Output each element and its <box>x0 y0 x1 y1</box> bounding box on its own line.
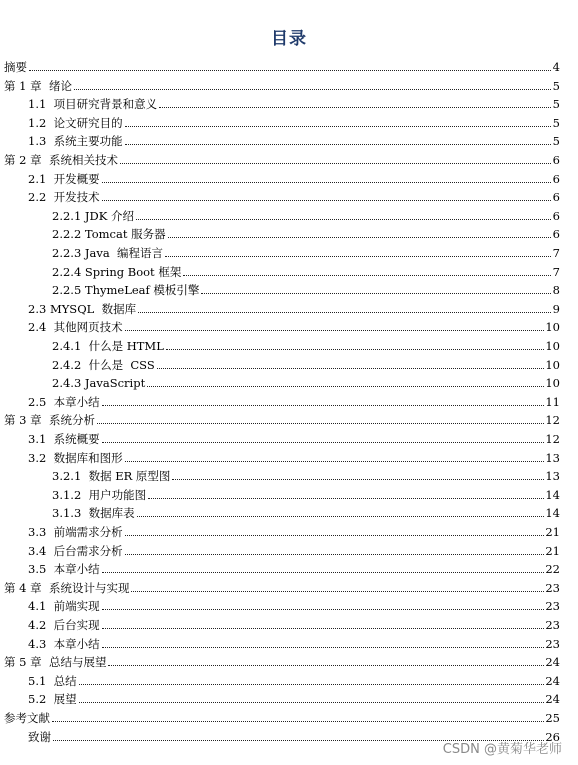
toc-entry[interactable] <box>28 540 560 558</box>
toc-entry-page-number: 13 <box>545 469 560 484</box>
toc-entry-page-number: 14 <box>545 487 560 502</box>
toc-entry[interactable] <box>4 651 560 669</box>
toc-entry-page-number: 23 <box>545 599 560 614</box>
dot-leader <box>79 684 545 685</box>
dot-leader <box>102 182 551 183</box>
toc-entry-page-number: 6 <box>552 190 560 205</box>
toc-title: 目录 <box>271 29 307 49</box>
watermark: CSDN @黄菊华老师 <box>442 742 562 757</box>
toc-entry-label: 4.1 前端实现 <box>28 599 100 614</box>
dot-leader <box>136 219 551 220</box>
dot-leader <box>125 535 545 536</box>
toc-entry[interactable] <box>28 316 560 334</box>
dot-leader <box>97 423 544 424</box>
dot-leader <box>148 498 544 499</box>
toc-entry-label: 第 5 章 总结与展望 <box>4 655 107 670</box>
toc-entry[interactable] <box>52 335 560 353</box>
toc-entry-page-number: 6 <box>552 208 560 223</box>
toc-entry-page-number: 5 <box>552 115 560 130</box>
toc-entry-page-number: 5 <box>552 97 560 112</box>
toc-entry[interactable] <box>28 391 560 409</box>
toc-entry[interactable] <box>28 298 560 316</box>
toc-entry-label: 3.1.2 用户功能图 <box>52 487 147 502</box>
toc-entry[interactable] <box>28 688 560 706</box>
toc-entry-label: 2.2.1 JDK 介绍 <box>52 208 134 223</box>
toc-entry-page-number: 23 <box>545 636 560 651</box>
toc-entry-label: 2.1 开发概要 <box>28 171 100 186</box>
dot-leader <box>168 237 551 238</box>
toc-entry-label: 2.2.4 Spring Boot 框架 <box>52 264 182 279</box>
toc-entry[interactable] <box>28 558 560 576</box>
toc-entry-page-number: 23 <box>545 580 560 595</box>
dot-leader <box>79 702 545 703</box>
toc-entry-label: 5.2 展望 <box>28 692 77 707</box>
toc-entry[interactable] <box>4 56 560 74</box>
toc-entry-label: 致谢 <box>28 729 51 744</box>
toc-entry-label: 3.4 后台需求分析 <box>28 543 123 558</box>
toc-entry-page-number: 8 <box>552 283 560 298</box>
toc-entry[interactable] <box>28 447 560 465</box>
toc-entry-page-number: 6 <box>552 227 560 242</box>
toc-entry-page-number: 21 <box>545 525 560 539</box>
toc-entry-page-number: 6 <box>552 153 560 167</box>
toc-entry-page-number: 5 <box>552 78 560 93</box>
toc-entry-page-number: 12 <box>545 413 560 428</box>
toc-entry-page-number: 24 <box>545 673 560 688</box>
toc-entry-page-number: 10 <box>545 357 560 372</box>
dot-leader <box>183 275 551 276</box>
toc-entry[interactable] <box>28 130 560 148</box>
toc-entry-label: 2.3 MYSQL 数据库 <box>28 301 137 316</box>
toc-entry-page-number: 10 <box>545 320 560 335</box>
toc-entry-label: 5.1 总结 <box>28 673 77 688</box>
dot-leader <box>52 721 544 722</box>
dot-leader <box>165 256 551 257</box>
toc-entry-label: 2.4.3 JavaScript <box>52 376 146 391</box>
dot-leader <box>138 312 551 313</box>
toc-entry-page-number: 7 <box>552 264 560 279</box>
toc-entry[interactable] <box>4 75 560 93</box>
toc-entry-label: 1.1 项目研究背景和意义 <box>28 97 158 112</box>
toc-entry-page-number: 26 <box>545 729 560 744</box>
toc-entry-label: 3.2 数据库和图形 <box>28 450 123 465</box>
dot-leader <box>147 386 544 387</box>
dot-leader <box>125 554 545 555</box>
toc-entry[interactable] <box>4 149 560 167</box>
dot-leader <box>125 461 545 462</box>
toc-entry[interactable] <box>4 577 560 595</box>
toc-entry[interactable] <box>28 186 560 204</box>
toc-entry[interactable] <box>52 242 560 260</box>
toc-entry-page-number: 6 <box>552 171 560 186</box>
toc-entry-label: 参考文献 <box>4 711 50 725</box>
toc-entry[interactable] <box>52 465 560 483</box>
dot-leader <box>29 70 551 71</box>
toc-entry-label: 第 1 章 绪论 <box>4 78 72 93</box>
toc-entry[interactable] <box>28 168 560 186</box>
toc-entry-label: 2.4.1 什么是 HTML <box>52 339 164 353</box>
dot-leader <box>108 665 544 666</box>
toc-entry-label: 4.3 本章小结 <box>28 636 100 651</box>
dot-leader <box>159 107 551 108</box>
toc-entry-label: 2.5 本章小结 <box>28 394 100 409</box>
toc-entry-label: 3.3 前端需求分析 <box>28 525 123 539</box>
toc-entry[interactable] <box>52 205 560 223</box>
toc-entry-page-number: 5 <box>552 134 560 149</box>
toc-entry-page-number: 23 <box>545 618 560 632</box>
toc-entry[interactable] <box>4 409 560 427</box>
toc-entry-label: 2.2.5 ThymeLeaf 模板引擎 <box>52 283 200 298</box>
dot-leader <box>172 479 544 480</box>
toc-entry-page-number: 11 <box>545 394 560 409</box>
toc-entry[interactable] <box>52 279 560 297</box>
toc-entry-page-number: 14 <box>545 506 560 521</box>
toc-entry[interactable] <box>52 484 560 502</box>
toc-entry-label: 第 3 章 系统分析 <box>4 413 95 428</box>
toc-entry-page-number: 10 <box>545 339 560 353</box>
dot-leader <box>125 126 551 127</box>
dot-leader <box>137 516 545 517</box>
toc-entry-page-number: 24 <box>545 692 560 707</box>
toc-entry-label: 第 2 章 系统相关技术 <box>4 153 118 167</box>
toc-entry[interactable] <box>28 595 560 613</box>
dot-leader <box>102 647 545 648</box>
toc-entry-page-number: 25 <box>545 711 560 725</box>
toc-entry-label: 2.4 其他网页技术 <box>28 320 123 335</box>
toc-entry-page-number: 9 <box>552 301 560 316</box>
toc-entry-page-number: 21 <box>545 543 560 558</box>
toc-entry-label: 1.2 论文研究目的 <box>28 115 123 130</box>
toc-entry-label: 2.2.3 Java 编程语言 <box>52 246 164 260</box>
toc-entry-page-number: 10 <box>545 376 560 391</box>
dot-leader <box>102 572 545 573</box>
dot-leader <box>102 405 545 406</box>
toc-entry-page-number: 22 <box>545 562 560 577</box>
dot-leader <box>125 144 551 145</box>
toc-entry-page-number: 13 <box>545 450 560 465</box>
dot-leader <box>102 609 545 610</box>
toc-entry[interactable] <box>28 428 560 446</box>
toc-entry[interactable] <box>4 707 560 725</box>
toc-entry-label: 3.1.3 数据库表 <box>52 506 135 521</box>
toc-entry-page-number: 7 <box>552 246 560 260</box>
dot-leader <box>125 330 545 331</box>
toc-entry-label: 4.2 后台实现 <box>28 618 100 632</box>
toc-entry-page-number: 24 <box>545 655 560 670</box>
toc-entry[interactable] <box>28 633 560 651</box>
toc-entry-label: 3.1 系统概要 <box>28 432 100 446</box>
toc-entry-label: 2.2.2 Tomcat 服务器 <box>52 227 166 242</box>
dot-leader <box>201 293 551 294</box>
toc-entry-label: 3.2.1 数据 ER 原型图 <box>52 469 171 484</box>
dot-leader <box>120 163 551 164</box>
toc-entry-label: 第 4 章 系统设计与实现 <box>4 580 130 595</box>
toc-entry[interactable] <box>28 521 560 539</box>
dot-leader <box>74 89 551 90</box>
toc-entry[interactable] <box>28 670 560 688</box>
toc-entry[interactable] <box>52 354 560 372</box>
toc-entry[interactable] <box>28 614 560 632</box>
toc-entry-label: 2.4.2 什么是 CSS <box>52 357 155 372</box>
dot-leader <box>102 628 545 629</box>
toc-entry[interactable] <box>52 261 560 279</box>
toc-entry-label: 摘要 <box>4 60 27 74</box>
toc-entry-page-number: 12 <box>545 432 560 446</box>
toc-entry[interactable] <box>52 223 560 241</box>
toc-entry-label: 3.5 本章小结 <box>28 562 100 577</box>
toc-entry[interactable] <box>52 372 560 390</box>
toc-entry[interactable] <box>52 502 560 520</box>
dot-leader <box>102 442 545 443</box>
toc-entry-label: 1.3 系统主要功能 <box>28 134 123 149</box>
toc-entry[interactable] <box>28 112 560 130</box>
dot-leader <box>166 349 545 350</box>
dot-leader <box>157 368 545 369</box>
toc-entry-label: 2.2 开发技术 <box>28 190 100 205</box>
dot-leader <box>102 200 551 201</box>
dot-leader <box>131 591 544 592</box>
toc-entry-page-number: 4 <box>552 60 560 74</box>
toc-entry[interactable] <box>28 93 560 111</box>
